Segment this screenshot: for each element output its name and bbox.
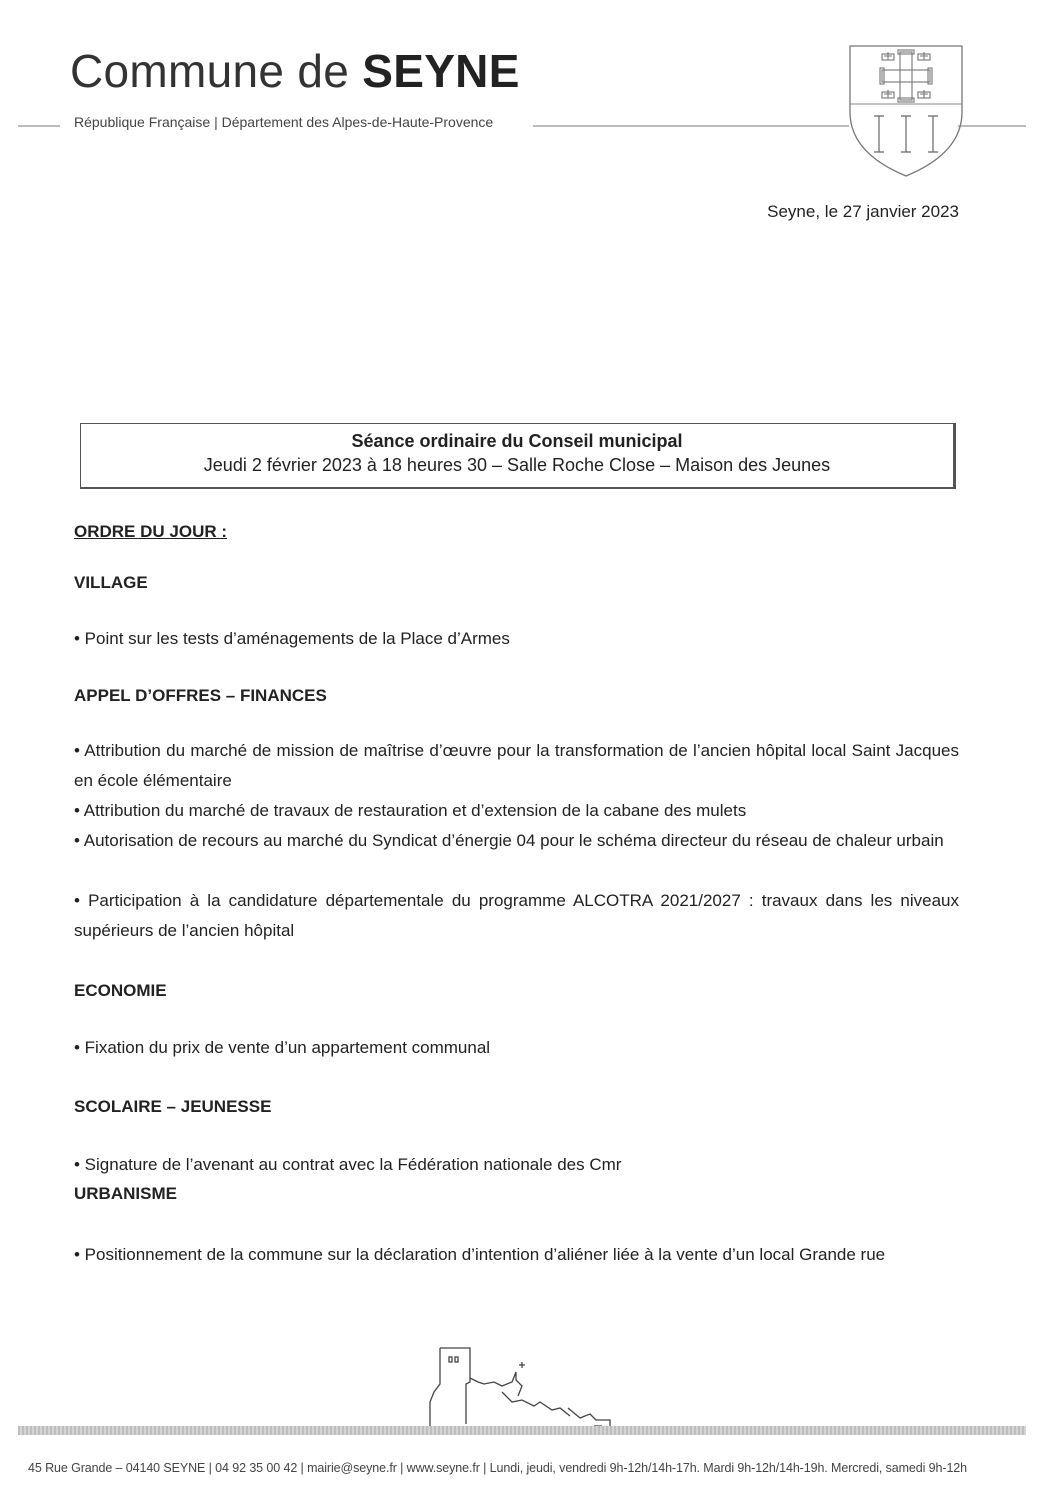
footer-rule <box>18 1426 1026 1435</box>
agenda-item: • Participation à la candidature départementale du programme ALCOTRA 2021/2027 : travaux dans les niveaux supérieurs de l’ancien hôpital <box>74 891 959 940</box>
village-skyline-icon <box>418 1340 618 1440</box>
section-title-urbanisme: URBANISME <box>74 1184 177 1203</box>
footer-contact: 45 Rue Grande – 04140 SEYNE | 04 92 35 00 42 | mairie@seyne.fr | www.seyne.fr | Lundi, jeudi, vendredi 9h-12h/14h-17h. Mardi 9h-12h/14h-19h. Mercredi, samedi 9h-12h <box>28 1461 968 1475</box>
header-rule-left <box>18 125 60 127</box>
agenda-item: • Signature de l’avenant au contrat avec la Fédération nationale des Cmr <box>74 1155 622 1174</box>
section-title-scolaire-jeunesse: SCOLAIRE – JEUNESSE <box>74 1097 272 1116</box>
header-rule-far-right <box>958 125 1026 127</box>
session-box <box>80 423 956 489</box>
header-subtitle: République Française | Département des Alpes-de-Haute-Provence <box>74 114 494 130</box>
section-title-village: VILLAGE <box>74 573 148 592</box>
agenda-item: • Positionnement de la commune sur la déclaration d’intention d’aliéner liée à la vente d’un local Grande rue <box>74 1245 886 1264</box>
agenda-item: • Point sur les tests d’aménagements de la Place d’Armes <box>74 629 510 648</box>
agenda-item: • Fixation du prix de vente d’un appartement communal <box>74 1038 491 1057</box>
header-rule-right <box>533 125 849 127</box>
title-prefix: Commune de <box>70 45 350 97</box>
title-bold: SEYNE <box>362 45 520 97</box>
agenda-item: • Autorisation de recours au marché du Syndicat d’énergie 04 pour le schéma directeur du réseau de chaleur urbain <box>74 831 944 850</box>
commune-title <box>70 44 520 98</box>
section-title-economie: ECONOMIE <box>74 981 167 1000</box>
jerusalem-cross-coat-of-arms-icon <box>848 42 964 178</box>
agenda-item: • Attribution du marché de mission de maîtrise d’œuvre pour la transformation de l’ancien hôpital local Saint Jacques en école élémentaire <box>74 741 959 790</box>
session-title: Séance ordinaire du Conseil municipal <box>351 431 683 451</box>
session-details: Jeudi 2 février 2023 à 18 heures 30 – Salle Roche Close – Maison des Jeunes <box>203 455 831 475</box>
agenda-heading: ORDRE DU JOUR : <box>74 522 228 541</box>
agenda-item: • Attribution du marché de travaux de restauration et d’extension de la cabane des mulets <box>74 801 747 820</box>
date-line: Seyne, le 27 janvier 2023 <box>767 202 959 221</box>
section-title-appel-offres: APPEL D’OFFRES – FINANCES <box>74 686 327 705</box>
